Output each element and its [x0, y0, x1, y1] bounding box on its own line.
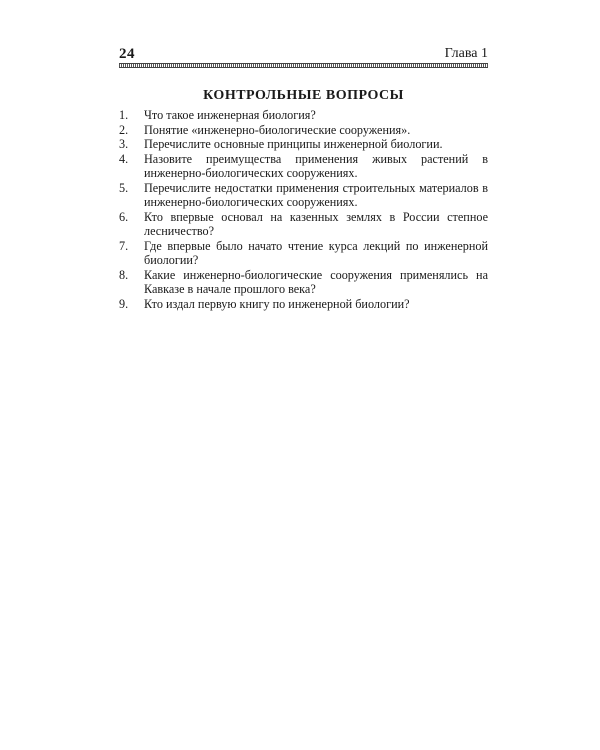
question-text: Что такое инженерная биология? — [144, 108, 316, 122]
question-number: 2. — [119, 122, 129, 137]
page-number: 24 — [119, 46, 135, 62]
questions-list — [119, 108, 488, 311]
question-item — [119, 210, 488, 239]
question-item — [119, 268, 488, 297]
question-item — [119, 181, 488, 210]
question-text: Перечислите основные принципы инженерной биологии. — [144, 137, 443, 151]
question-number: 8. — [119, 267, 129, 282]
header-divider — [119, 63, 488, 68]
question-text: Кто издал первую книгу по инженерной биологии? — [144, 296, 410, 311]
question-text: Назовите преимущества применения живых растений в инженерно-биологических сооружениях. — [144, 151, 488, 180]
question-text: Где впервые было начато чтение курса лекций по инженерной биологии? — [144, 238, 488, 267]
question-number: 7. — [119, 238, 129, 253]
question-text: Кто впервые основал на казенных землях в России степное лесничество? — [144, 209, 488, 238]
question-text: Понятие «инженерно-биологические сооружения». — [144, 122, 411, 137]
question-item — [119, 123, 488, 138]
question-text: Перечислите недостатки применения строительных материалов в инженерно-биологических сооружениях. — [144, 180, 488, 209]
question-text: Какие инженерно-биологические сооружения применялись на Кавказе в начале прошлого века? — [144, 267, 488, 296]
question-number: 1. — [119, 108, 129, 122]
question-item — [119, 137, 488, 152]
question-number: 9. — [119, 296, 129, 311]
question-number: 5. — [119, 180, 129, 195]
section-title: КОНТРОЛЬНЫЕ ВОПРОСЫ — [203, 88, 404, 103]
question-item — [119, 152, 488, 181]
question-number: 4. — [119, 151, 129, 166]
page-header — [119, 46, 488, 64]
question-number: 6. — [119, 209, 129, 224]
question-item — [119, 108, 488, 123]
question-item — [119, 239, 488, 268]
chapter-label: Глава 1 — [444, 46, 488, 61]
question-number: 3. — [119, 137, 129, 151]
question-item — [119, 297, 488, 312]
